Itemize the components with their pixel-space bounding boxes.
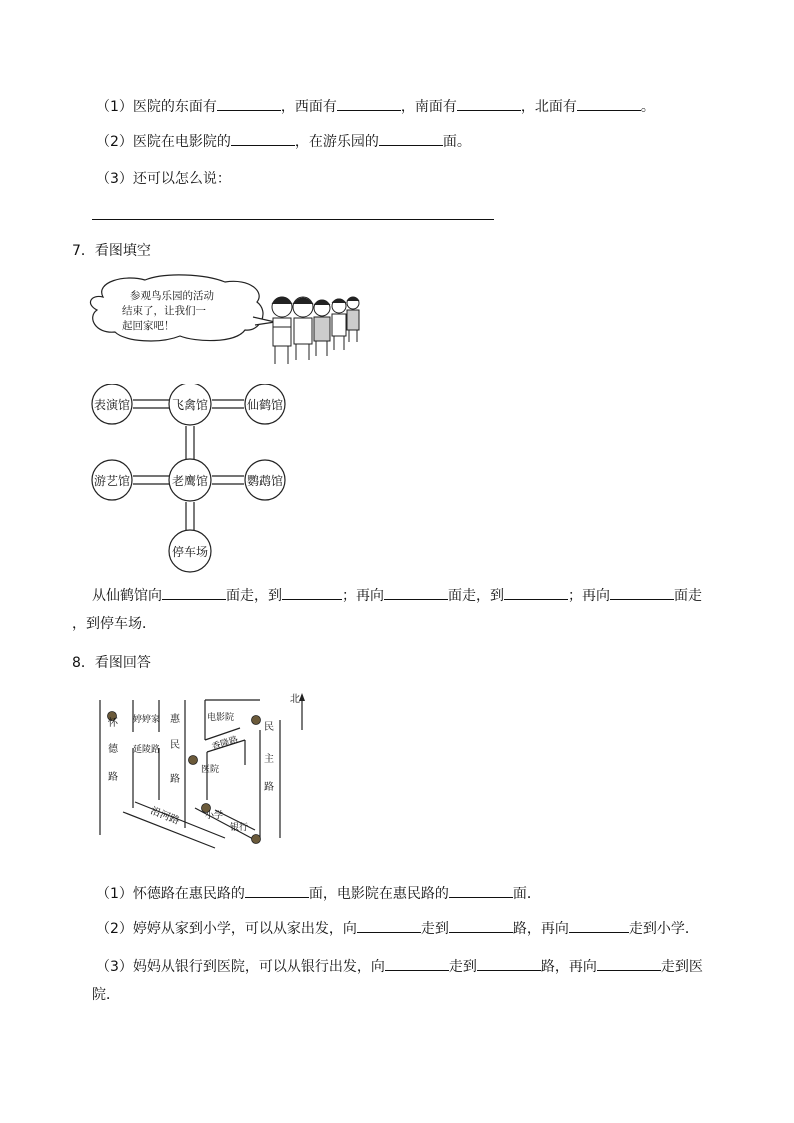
north-label: 北 (290, 694, 300, 705)
q8-text: 走到医 (660, 959, 703, 975)
road-huaide-1: 怀 (108, 718, 118, 729)
answer-blank[interactable] (231, 131, 295, 146)
answer-blank[interactable] (577, 96, 641, 111)
label-hospital: 医院 (201, 765, 220, 775)
answer-blank[interactable] (385, 956, 449, 971)
q6-l1-text4: ，北面有 (520, 99, 577, 115)
label-yingwu: 鹦鹉馆 (246, 474, 284, 488)
road-huaide-2: 德 (108, 744, 118, 755)
q8-answer-3 (96, 956, 703, 977)
q8-text: 走到小学． (628, 921, 699, 937)
q7-text: 面走 (674, 588, 702, 604)
answer-line-long[interactable] (92, 219, 494, 220)
answer-blank[interactable] (245, 883, 309, 898)
bubble-line-1: 参观鸟乐园的活动 (130, 290, 214, 302)
q7-sentence-line-2: ，到停车场． (72, 616, 156, 632)
bubble-line-3: 起回家吧！ (122, 320, 175, 332)
bubble-line-2: 结束了，让我们一 (122, 305, 206, 317)
road-minzhu-1: 民 (264, 722, 274, 733)
label-youyi: 游艺馆 (93, 474, 131, 488)
q8-text: 路，再向 (512, 921, 569, 937)
q6-l1-text2: ，西面有 (280, 99, 337, 115)
label-tingting-home: 婷婷家 (133, 715, 161, 725)
answer-blank[interactable] (282, 585, 342, 600)
label-bank: 银行 (230, 823, 249, 833)
q6-l2-text3: 面。 (442, 134, 471, 150)
road-huaide-3: 路 (108, 772, 118, 783)
q8-text: 面，电影院在惠民路的 (308, 886, 449, 902)
answer-blank[interactable] (162, 585, 226, 600)
q7-sentence-line-1 (92, 585, 702, 606)
q7-text: 面走，到 (448, 588, 504, 604)
q7-text: ；再向 (568, 588, 610, 604)
q8-text: 路，再向 (540, 959, 597, 975)
q7-text: 从仙鹤馆向 (92, 588, 162, 604)
road-minzhu-3: 路 (264, 782, 274, 793)
label-parking: 停车场 (171, 545, 209, 559)
answer-blank[interactable] (457, 96, 521, 111)
q8-answer-3-cont: 院． (92, 987, 120, 1003)
answer-blank[interactable] (449, 918, 513, 933)
q6-l1-text5: 。 (640, 99, 655, 115)
q6-l1-text1: （1）医院的东面有 (96, 99, 217, 115)
answer-blank[interactable] (504, 585, 568, 600)
road-minzhu-2: 主 (264, 754, 274, 765)
street-map (95, 690, 310, 865)
q6-l1-text3: ，南面有 (400, 99, 457, 115)
speech-bubble (90, 275, 275, 341)
q7-text: 面走，到 (226, 588, 282, 604)
q7-illustration (85, 272, 375, 372)
q8-answer-1 (96, 883, 541, 904)
zoo-map (85, 384, 295, 574)
q8-title: 8．看图回答 (72, 655, 151, 671)
road-huimin-1: 惠 (170, 714, 180, 725)
q6-line-1 (96, 96, 655, 117)
label-xianglong: 香隆路 (210, 734, 240, 753)
q8-text: （1）怀德路在惠民路的 (96, 886, 245, 902)
label-yanhe: 沿河路 (148, 805, 181, 828)
q6-l2-text2: ，在游乐园的 (294, 134, 379, 150)
q8-text: 走到 (420, 921, 449, 937)
label-laoying: 老鹰馆 (171, 474, 209, 488)
label-school: 小学 (205, 811, 224, 821)
answer-blank[interactable] (569, 918, 629, 933)
answer-blank[interactable] (597, 956, 661, 971)
label-cinema: 电影院 (207, 713, 235, 723)
answer-blank[interactable] (357, 918, 421, 933)
children-illustration (272, 297, 359, 364)
answer-blank[interactable] (449, 883, 513, 898)
road-huimin-2: 民 (170, 740, 180, 751)
answer-blank[interactable] (477, 956, 541, 971)
road-huimin-3: 路 (170, 774, 180, 785)
q8-text: （3）妈妈从银行到医院，可以从银行出发，向 (96, 959, 385, 975)
label-perform: 表演馆 (93, 398, 131, 412)
answer-blank[interactable] (384, 585, 448, 600)
label-xianhe: 仙鹤馆 (246, 398, 284, 412)
q6-line-3: （3）还可以怎么说： (96, 171, 231, 187)
answer-blank[interactable] (610, 585, 674, 600)
q8-text: 面． (512, 886, 541, 902)
q8-text: （2）婷婷从家到小学，可以从家出发，向 (96, 921, 357, 937)
q7-text: ；再向 (342, 588, 384, 604)
q6-l2-text1: （2）医院在电影院的 (96, 134, 231, 150)
q8-answer-2 (96, 918, 699, 939)
answer-blank[interactable] (337, 96, 401, 111)
q8-text: 走到 (448, 959, 477, 975)
answer-blank[interactable] (379, 131, 443, 146)
label-feiqin: 飞禽馆 (171, 398, 209, 412)
q7-title: 7．看图填空 (72, 243, 151, 259)
q6-line-2 (96, 131, 471, 152)
label-yanshuang: 延陵路 (133, 745, 161, 755)
answer-blank[interactable] (217, 96, 281, 111)
